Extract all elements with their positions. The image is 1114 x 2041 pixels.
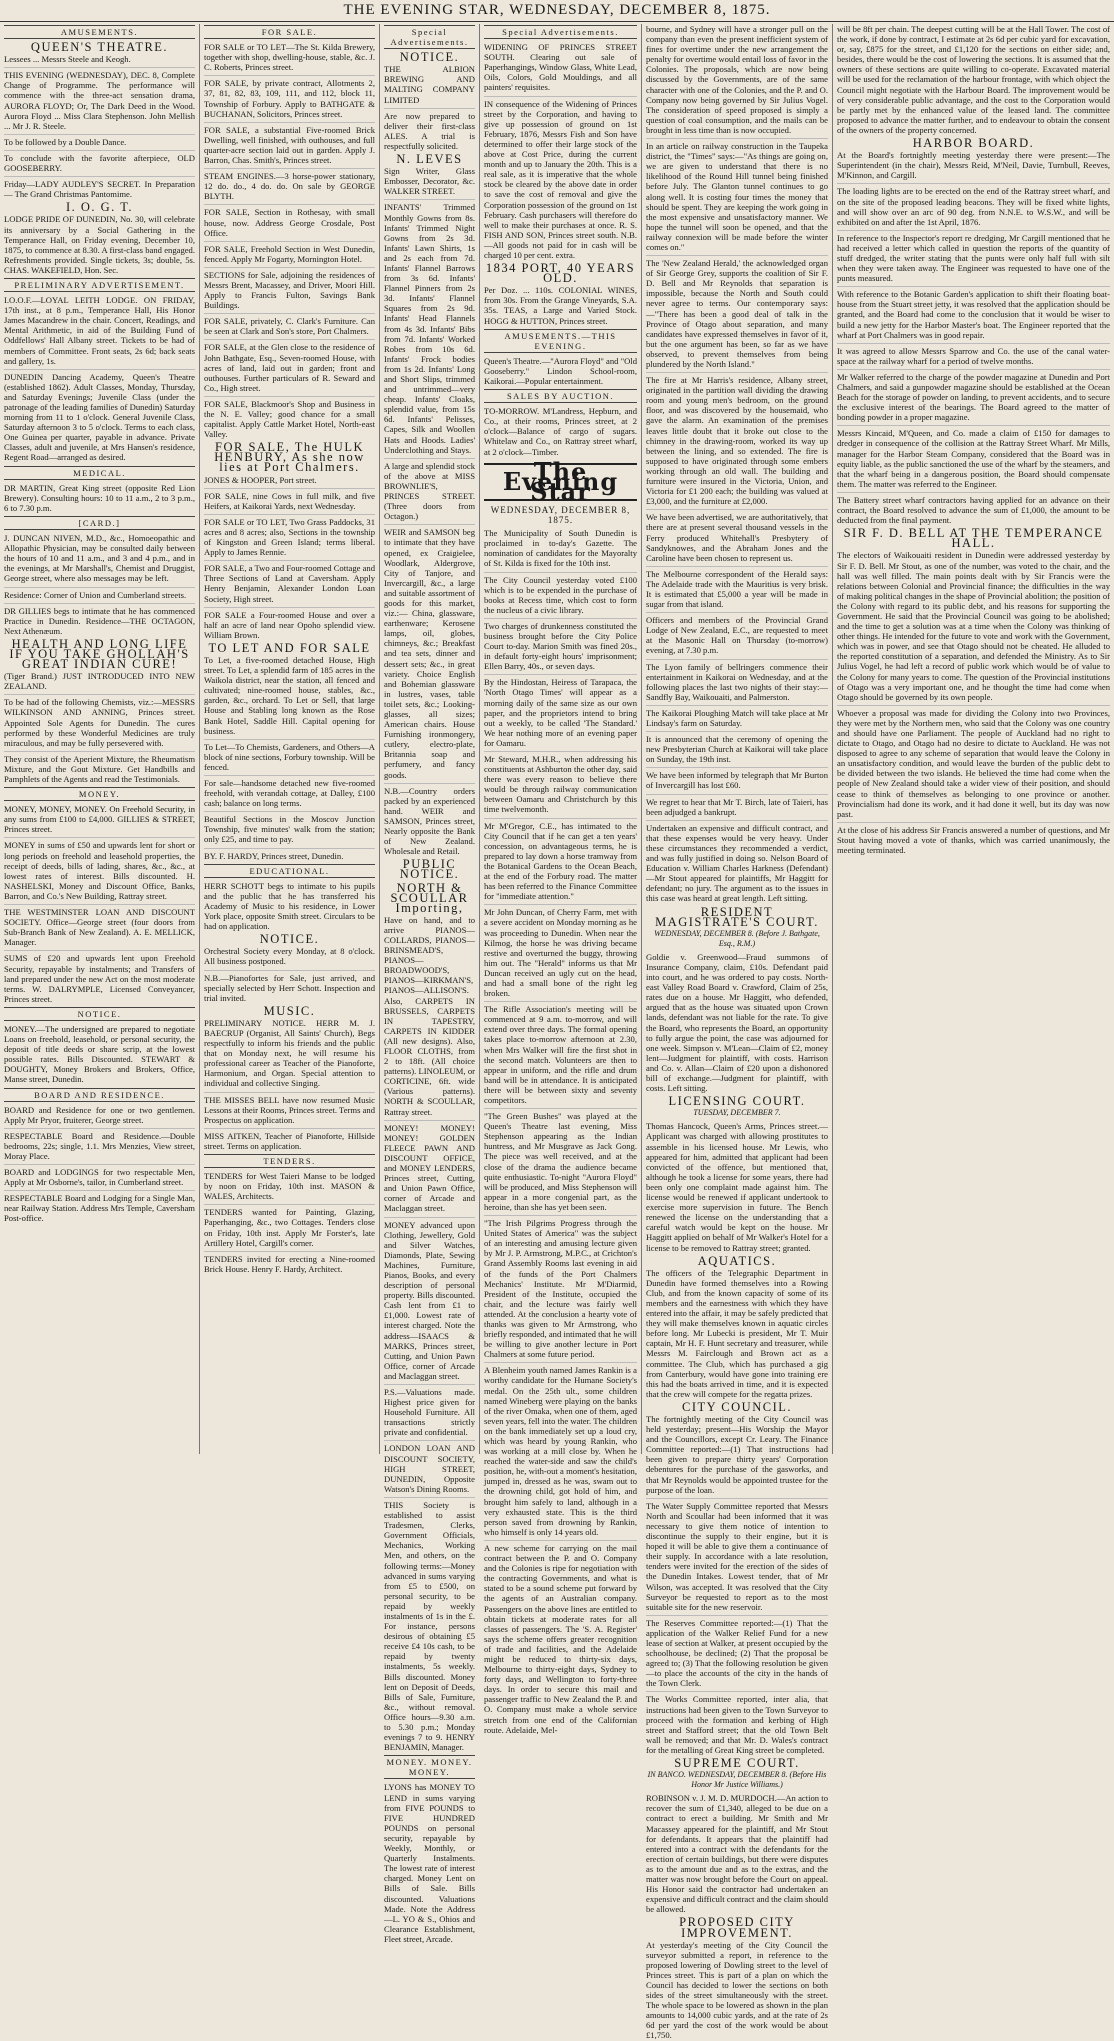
article-text: At the Board's fortnightly meeting yesterday there were present:—The Superintendent (in the chair), Messrs Reid, M'Neil, Davie, Turnbull, Reeves, M'Kinnon, and Cargill. bbox=[837, 150, 1110, 181]
article-text: FOR SALE, Blackmoor's Shop and Business in the N. E. Valley; good chance for a small capitalist. Apply Cattle Market Hotel, North-east Valley. bbox=[204, 396, 375, 439]
section-header: AMUSEMENTS.—THIS EVENING. bbox=[484, 329, 637, 353]
article-text: To conclude with the favorite afterpiece, OLD GOOSEBERRY. bbox=[4, 150, 195, 173]
article-text: MONEY! MONEY! MONEY! GOLDEN FLEECE PAWN AND DISCOUNT OFFICE, and MONEY LENDERS, Princes street, Cutting, and Union Pawn Office, corner of Arcade and Maclaggan street. bbox=[384, 1120, 475, 1214]
article-text: The Lyon family of bellringers commence their entertainment in Kaikorai on Wednesday, and at the following places the last two nights of their stay:—Sandfly Bay, Waikouaiti, and Palmerston. bbox=[646, 659, 828, 702]
item-heading: MUSIC. bbox=[263, 1003, 316, 1018]
article-text: With reference to the Botanic Garden's application to shift their floating boat-house from the Stuart street jetty, it was resolved that the application should be granted, and the Board had come to the conclusion that it would be wiser to build a new jetty for the Harbor Master's boat. The Engineer reported that the wharf at Port Chalmers was in good repair. bbox=[837, 286, 1110, 339]
article-text: Officers and members of the Provincial Grand Lodge of New Zealand, E.C., are requested to meet at the Masonic Hall on Thursday (to-morrow) evening, at 7.30 p.m. bbox=[646, 612, 828, 655]
article-text: FOR SALE, by private contract, Allotments 2, 37, 81, 82, 83, 109, 111, and 112, block 11, Township of Forbury. Apply to BATHGATE & BUCHANAN, Solicitors, Princes street. bbox=[204, 75, 375, 118]
article-text: The fortnightly meeting of the City Council was held yesterday; present—His Worship the Mayor and the Councillors, except Cr. Leary. The Finance Committee reported:—(1) That instructions had been given to prepare thirty years' Corporation debentures for the purchase of the gasworks, and that Mr Reynolds would be appointed trustee for the purpose of the loan. bbox=[646, 1414, 828, 1495]
article-text: MONEY in sums of £50 and upwards lent for short or long periods on freehold and leasehold properties, the receipt of deeds, bills of lading, shares, &c., &c., at lowest rates of interest. Bills discounted. H. NASHELSKI, Money and Discount Office, Banks, Barron, and Co.'s New Building, Rattray street. bbox=[4, 837, 195, 901]
article-text: SECTIONS for Sale, adjoining the residences of Messrs Brent, Macassey, and Driver, Moori Hill. Apply to Francis Fulton, Savings Bank Buildings. bbox=[204, 267, 375, 310]
section-header: AMUSEMENTS. bbox=[4, 25, 195, 39]
article-text: THIS EVENING (WEDNESDAY), DEC. 8, Complete Change of Programme. The performance will commence with the three-act sensation drama, AURORA FLOYD; Or, The Dark Deed in the Wood. Aurora Floyd ... Miss Clara Stephenson. John Mellish ... Mr J. R. Steele. bbox=[4, 67, 195, 131]
item-heading: NORTH & SCOULLAR Importing, bbox=[390, 880, 469, 915]
article-text: MONEY.—The undersigned are prepared to negotiate Loans on freehold, leasehold, or personal security, the deposit of title deeds or share scrip, at the lowest possible rates. Bills Discounted. STEWART & DOUGHTY, Money Brokers and Brokers, Office, Manse street, Dunedin. bbox=[4, 1023, 195, 1085]
article-text: TENDERS invited for erecting a Nine-roomed Brick House. Henry F. Hardy, Architect. bbox=[204, 1251, 375, 1274]
article-text: The 'New Zealand Herald,' the acknowledged organ of Sir George Grey, supports the coalition of Sir F. D. Bell and Mr Reynolds that separation is impossible, because the North and South could never agree to terms. Our contemporary says:—"There has been a good deal of talk in the Province of Otago about separation, and many candidates have expressed themselves in favor of it, but the one argument has been, so far as we have observed, to prevent themselves from being plundered by the North Island." bbox=[646, 255, 828, 369]
article-text: Per Doz. ... 110s. COLONIAL WINES, from 30s. From the Grange Vineyards, S.A. 35s. TEAS, a Large and Varied Stock. HOGG & HUTTON, Princes street. bbox=[484, 285, 637, 326]
article-text: Mr Steward, M.H.R., when addressing his constituents at Ashburton the other day, said there was every reason to believe there would be through railway communication between Oamaru and Christchurch by this time twelvemonth. bbox=[484, 751, 637, 815]
article-text: DR GILLIES begs to intimate that he has commenced Practice in Dunedin. Residence—THE OCTAGON, Next Athenæum. bbox=[4, 603, 195, 636]
article-text: It was agreed to allow Messrs Sparrow and Co. the use of the canal water-space at the railway wharf for a period of twelve months. bbox=[837, 343, 1110, 366]
article-text: RESPECTABLE Board and Residence.—Double bedrooms, 22s; single, 1.1. Mrs Menzies, View street, Moray Place. bbox=[4, 1128, 195, 1161]
article-text: TENDERS for West Taieri Manse to be lodged by noon on Friday, 10th inst. MASON & WALES, Architects. bbox=[204, 1171, 375, 1202]
article-text: They consist of the Aperient Mixture, the Rheumatism Mixture, and the Gout Mixture. Get Handbills and Pamphlets of the Agents and read the Testimonials. bbox=[4, 751, 195, 784]
article-text: A new scheme for carrying on the mail contract between the P. and O. Company and the Colonies is ripe for negotiation with the contracting Governments, and what is stated to be a sound scheme put forward by the agents of an Australian company. Passengers on the above lines are entitled to obtain tickets at moderate rates for all classes of passengers. The 'S. A. Register' says the scheme offers greater recognition of trade and facilities, and the Adelaide might be reduced to thirty-six days, Melbourne to thirty-eight days, Sydney to forty days, and Wellington to forty-three days. In order to secure this mail and passenger traffic to New Zealand the P. and O. Company must make a whole service stretch from one end of the Californian route. Adelaide, Mel- bbox=[484, 1540, 637, 1735]
article-text: MONEY advanced upon Clothing, Jewellery, Gold and Silver Watches, Diamonds, Plate, Sewing Machines, Furniture, Pianos, Books, and every description of personal property. Bills discounted. Cash lent from £1 to £1,000. Lowest rate of interest charged. Note the address—ISAACS & MARKS, Princes street, Cutting, and Union Pawn Office, corner of Arcade and Maclaggan street. bbox=[384, 1217, 475, 1382]
article-text: DUNEDIN Dancing Academy, Queen's Theatre (established 1862). Adult Classes, Monday, Thursday, and Saturday Evenings; Juvenile Class (under the patronage of the leading families of Dunedin) Saturday morning from 11 to 1 o'clock. General Juvenile Class, Saturday afternoon 3 to 5 o'clock. Terms to each class, One Guinea per quarter, payable in advance. Private Classes, adult and juvenile, at Mrs Hansen's residence, Regent Road—arranged as desired. bbox=[4, 369, 195, 463]
issue-date: WEDNESDAY, DECEMBER 8, 1875. bbox=[490, 504, 631, 526]
article-text: Residence: Corner of Union and Cumberland streets. bbox=[4, 587, 195, 600]
article-text: The Works Committee reported, inter alia, that instructions had been given to the Town Surveyor to proceed with the formation and kerbing of High street and Stafford street; that the old Town Belt wall be removed; and that Mr. D. Wales's contract for the metalling of Great King street be completed. bbox=[646, 1691, 828, 1755]
article-text: BOARD and Residence for one or two gentlemen. Apply Mr Pryor, fruiterer, George street. bbox=[4, 1104, 195, 1125]
article-text: Mr Walker referred to the charge of the powder magazine at Dunedin and Port Chalmers, and said a gunpowder magazine should be established at the Ocean Beach for the storage of powder on landing, to prevent accidents, and to secure the exclusive interest of the bearings. The Board agreed to the matter of bonding powder in a proper magazine. bbox=[837, 369, 1110, 422]
item-heading: RESIDENT MAGISTRATE'S COURT. bbox=[655, 904, 819, 929]
item-heading: SIR F. D. BELL AT THE TEMPERANCE HALL. bbox=[843, 526, 1104, 551]
item-heading: HEALTH AND LONG LIFE IF YOU TAKE GHOLLAH'S GREAT INDIAN CURE! bbox=[9, 636, 190, 672]
article-text: Lessees ... Messrs Steele and Keogh. bbox=[4, 54, 131, 65]
article-text: THE MISSES BELL have now resumed Music Lessons at their Rooms, Princes street. Terms and Prospectus on application. bbox=[204, 1092, 375, 1125]
article-text: N.B.—Pianofortes for Sale, just arrived, and specially selected by Herr Schott. Inspection and trial invited. bbox=[204, 970, 375, 1003]
item-heading: SUPREME COURT. bbox=[674, 1756, 800, 1770]
article-text: P.S.—Valuations made. Highest price given for Household Furniture. All transactions strictly private and confidential. bbox=[384, 1384, 475, 1437]
article-text: The Reserves Committee reported:—(1) That the application of the Walker Relief Fund for a new lease of section at Walker, at present occupied by the schoolhouse, be declined; (2) That the proposal be agreed to; (3) That the following resolution be given—to place the accounts of the city in the hands of the Town Clerk. bbox=[646, 1615, 828, 1689]
section-header: SALES BY AUCTION. bbox=[484, 389, 637, 403]
section-header: NOTICE. bbox=[4, 1007, 195, 1021]
column-6 bbox=[833, 24, 1114, 1454]
article-text: To Let, a five-roomed detached House, High street. To Let, a splendid farm of 185 acres in the Waikola district, near the station, all fenced and cultivated; nine-roomed house, stables, &c., garden, &c., orchard. To Let or Sell, that large House and Stabling long known as the Rose Bank Hotel, Saddle Hill. Capital opening for business. bbox=[204, 654, 375, 736]
item-heading: LICENSING COURT. bbox=[668, 1094, 806, 1109]
section-header: MONEY. MONEY. MONEY. bbox=[384, 1755, 475, 1779]
section-header: PRELIMINARY ADVERTISEMENT. bbox=[4, 278, 195, 292]
article-text: For sale—handsome detached new five-roomed freehold, with verandah cottage, at Dalley, £100 cash; balance on long terms. bbox=[204, 775, 375, 808]
article-text: The Municipality of South Dunedin is proclaimed in to-day's Gazette. The nomination of candidates for the Mayoralty of St. Kilda is fixed for the 10th inst. bbox=[484, 528, 637, 569]
item-heading: NOTICE. bbox=[259, 932, 320, 947]
article-text: The Kaikorai Ploughing Match will take place at Mr Lindsay's farm on Saturday. bbox=[646, 705, 828, 728]
article-text: Thomas Hancock, Queen's Arms, Princes street.—Applicant was charged with allowing prostitutes to assemble in his licensed house. Mr Lewis, who appeared for him, admitted that applicant had been convicted of the offence, but mentioned that, although he took a license for some years, there had been only one complaint made against him. The license would be renewed if applicant undertook to exercise more supervision in future. The Bench renewed the license on the understanding that a careful watch would be kept on the house. Mr Haggitt applied on behalf of Mr Walker's Hotel for a license to be removed to Rattray street; granted. bbox=[646, 1121, 828, 1253]
article-text: LYONS has MONEY TO LEND in sums varying from FIVE POUNDS to FIVE HUNDRED POUNDS on personal security, repayable by Weekly, Monthly, or Quarterly Instalments. The lowest rate of interest charged. Money Lent on Bills of Sale. Bills discounted. Valuations Made. Note the Address—L. YO & S., Ohios and Clearance Establishment, Fleet street, Arcade. bbox=[384, 1782, 475, 1944]
column-5 bbox=[642, 24, 833, 2041]
article-text: In reference to the Inspector's report re dredging, Mr Cargill mentioned that he had received a letter which called in question the reports of the quantity of stuff dredged, the writer stating that the punts were only half full with silt when they were taken away. The Engineer was requested to have one of the punts measured. bbox=[837, 230, 1110, 283]
article-text: THE WESTMINSTER LOAN AND DISCOUNT SOCIETY. Office—George street (four doors from Sub-Branch Bank of New Zealand). A. E. MELLICK, Manager. bbox=[4, 904, 195, 947]
item-subheading: IN BANCO. WEDNESDAY, DECEMBER 8. (Before His Honor Mr Justice Williams.) bbox=[647, 1770, 827, 1790]
section-header: FOR SALE. bbox=[204, 25, 375, 39]
article-text: MONEY, MONEY, MONEY. On Freehold Security, in any sums from £100 to £4,000. GILLIES & STREET, Princes street. bbox=[4, 804, 195, 835]
section-header: [CARD.] bbox=[4, 516, 195, 530]
column-4 bbox=[480, 24, 642, 1735]
article-text: Orchestral Society every Monday, at 8 o'clock. All business postponed. bbox=[204, 946, 375, 967]
article-text: ROBINSON v. J. M. D. MURDOCH.—An action to recover the sum of £1,340, alleged to be due on a contract to erect a building. Mr Smith and Mr Macassey appeared for the plaintiff, and Mr Stout for defendants. It appears that the plaintiff had entered into a contract with the defendants for the erection of certain buildings, but there were disputes as to the amount due and as to the extras, and the matter was now brought before the Court on appeal. His Honor said the contractor had undertaken an expensive and difficult contract and the claim should be allowed. bbox=[646, 1793, 828, 1915]
article-text: LONDON LOAN AND DISCOUNT SOCIETY, HIGH STREET, DUNEDIN, Opposite Watson's Dining Rooms. bbox=[384, 1440, 475, 1493]
article-text: "The Irish Pilgrims Progress through the United States of America" was the subject of an interesting and amusing lecture given by Mr J. P. Armstrong, M.P.C., at Crichton's Grand Assembly Rooms last evening in aid of the funds of the Port Chalmers Mechanics' Institute. Mr M'Diarmid, President of the Institute, occupied the chair, and the lecture was fairly well attended. At the conclusion a hearty vote of thanks was given to Mr Armstrong, who briefly responded, and intimated that he will be willing to give another lecture in Port Chalmers at some future period. bbox=[484, 1215, 637, 1359]
item-heading: 1834 PORT, 40 YEARS OLD. bbox=[485, 261, 636, 286]
masthead: THE EVENING STAR, WEDNESDAY, DECEMBER 8, 1875. bbox=[343, 2, 771, 18]
article-text: BOARD and LODGINGS for two respectable Men, Apply at Mr Osborne's, tailor, in Cumberland street. bbox=[4, 1164, 195, 1187]
item-heading: PUBLIC NOTICE. bbox=[399, 857, 460, 882]
item-heading: FOR SALE, The HULK HENBURY, As she now lies at Port Chalmers. bbox=[214, 440, 365, 475]
article-text: J. DUNCAN NIVEN, M.D., &c., Homoeopathic and Allopathic Physician, may be consulted daily between the hours of 10 and 11 a.m., and 3 and 4 p.m., and in the evenings, at Mr Marshall's, Chemist and Druggist, George street, where also messages may be left. bbox=[4, 533, 195, 584]
item-heading: HARBOR BOARD. bbox=[912, 136, 1035, 151]
article-text: N.B.—Country orders packed by an experienced hand. WEIR and SAMSON, Princes street, Nearly opposite the Bank of New Zealand. Wholesale and Retail. bbox=[384, 783, 475, 857]
item-heading: N. LEVES bbox=[396, 152, 463, 167]
article-text: THIS Society is established to assist Tradesmen, Clerks, Government Officials, Mechanics, Working Men, and others, on the following terms:—Money advanced in sums varying from £5 to £500, on personal security, to be repaid by weekly instalments of 1s in the £. For instance, persons desirous of obtaining £5 receive £4 10s cash, to be repaid by twenty instalments, 5s weekly. Bills discounted. Money lent on Deposit of Deeds, Bills of Sale, Furniture, &c., without removal. Office hours—9.30 a.m. to 5.30 p.m.; Monday evenings 7 to 9. HENRY BENJAMIN, Manager. bbox=[384, 1497, 475, 1752]
article-text: Undertaken an expensive and difficult contract, and that these expenses would be very heavy. Under these circumstances they recommended a verdict, and was fully justified in doing so. Nelson Board of Education v. William Charles Harkness (Defendant)—Mr Stout appeared for plaintiffs, Mr Haggitt for defendant; no jury. The argument as to the issues in this case was heard at great length. Left sitting. bbox=[646, 820, 828, 904]
article-text: WEIR and SAMSON beg to intimate that they have opened, ex Craigielee, Woodlark, Aldergrove, City of Tanjore, and Invercargill, &c., a large and suitable assortment of goods for this market, viz.:— China, glassware, earthenware; Kerosene lamps, oil, globes, chimneys, &c.; Breakfast and tea sets, dinner and dessert sets; &c., in great variety. Choice English and Bohemian glassware in lustres, vases, table toilet sets, &c.; Looking-glasses, all sizes; American chairs. House Furnishing ironmongery, cutlery, electro-plate, Britannia soap and perfumery, and fancy goods. bbox=[384, 524, 475, 779]
article-text: To Let—To Chemists, Gardeners, and Others—A block of nine sections, Forbury township. Will be fenced. bbox=[204, 739, 375, 772]
section-header: Special Advertisements. bbox=[484, 25, 637, 39]
article-text: It is announced that the ceremony of opening the new Presbyterian Church at Kaikorai will take place on Sunday, the 19th inst. bbox=[646, 731, 828, 764]
section-header: EDUCATIONAL. bbox=[204, 864, 375, 878]
article-text: FOR SALE a Four-roomed House and over a half an acre of land near Opoho splendid view. William Brown. bbox=[204, 607, 375, 640]
article-text: The fire at Mr Harris's residence, Albany street, originated in the partition wall dividing the drawing room and young men's bedroom, on the ground floor, and was discovered by the housemaid, who gave the alarm. An examination of the premises leaves little doubt that it broke out close to the chimney in the drawing-room, worked its way up between the lining, and so extended. The fire is supposed to have originated through some embers working through an old wall. The building and furniture were insured in the Victoria, Union, and Victoria for £1 200 each; the building was valued at £3,000, and the furniture at £2,000. bbox=[646, 372, 828, 506]
article-text: DR MARTIN, Great King street (opposite Red Lion Brewery). Consulting hours: 10 to 11 a.m., 2 to 3 p.m., 6 to 7.30 p.m. bbox=[4, 482, 195, 513]
article-text: The City Council yesterday voted £100 which is to be expended in the purchase of books at Recess time, which cost to form the nucleus of a civic library. bbox=[484, 572, 637, 615]
article-text: I.O.O.F.—LOYAL LEITH LODGE. ON FRIDAY, 17th inst., at 8 p.m., Temperance Hall, His Honor James Macandrew in the chair. Concert, Readings, and Mental Arithmetic, in aid of the Building Fund of Oddfellows' Hall Albany street. Tickets to be had of members of Committee. Front seats, 2s 6d; back seats and gallery, 1s. bbox=[4, 295, 195, 366]
article-text: Friday—LADY AUDLEY'S SECRET. In Preparation — The Grand Christmas Pantomime. bbox=[4, 176, 195, 199]
article-text: We have been advertised, we are authoritatively, that there are at present several thousand vessels in the Ferry produced Whitehall's Presbytery of Sandyknowes, and the Abraham Jones and the Caroline have been chosen to represent us. bbox=[646, 509, 828, 562]
article-text: Goldie v. Greenwood—Fraud summons of Insurance Company, claim, £10s. Defendant paid into court, and he was ordered to pay costs. North-east Valley Road Board v. Crawford, Claim of 25s, rates due on a house. Mr Haggitt, who defended, argued that as the house was situated upon Crown lands, defendant was not liable for the rate. To give the Board, who represents the Board, an opportunity to fully argue the point, the case was adjourned for one week. Simpson v. M'Lean—Claim of £2, money lent—Judgment for plaintiff, with costs. Harrison and Co. v. Allan—Claim of £20 upon a dishonored bill of exchange.—Judgment for plaintiff, with costs. Left sitting. bbox=[646, 951, 828, 1094]
article-text: FOR SALE, Freehold Section in West Dunedin, fenced. Apply Mr Fogarty, Mornington Hotel. bbox=[204, 241, 375, 264]
article-text: PRELIMINARY NOTICE. HERR M. J. BAECRUP (Organist, All Saints' Church), Begs respectfully to inform his friends and the public that on Monday next, he will resume his professional career as Teacher of the Pianoforte, Harmonium, and Organ. Special attention to individual and collective Singing. bbox=[204, 1017, 375, 1089]
section-header: TENDERS. bbox=[204, 1154, 375, 1168]
article-text: The Melbourne correspondent of the Herald says: The Adelaide trade with the Mauritius is very brisk. It is estimated that £5,000 a year will be made in sugar from that island. bbox=[646, 566, 828, 609]
item-heading: CITY COUNCIL. bbox=[681, 1399, 792, 1414]
masthead-rule bbox=[0, 21, 1114, 22]
section-header: MEDICAL. bbox=[4, 466, 195, 480]
article-text: TO-MORROW. M'Landress, Hepburn, and Co., at their rooms, Princes street, at 2 o'clock—Balance of cargo of sugars. Whitelaw and Co., on Rattray street wharf, at 2 o'clock—Timber. bbox=[484, 406, 637, 457]
article-text: Whoever a proposal was made for dividing the Colony into two Provinces, they were met by the Northern men, who said that the Colony was one country and should have one Parliament. The people of Auckland had no right to dictate to Otago, and Otago had no desire to dictate to Auckland. He was not disposed to agree to any scheme of separation that would leave the Colony in an unsatisfactory condition, and would leave the burden of the public debt to be divided between the two islands. He believed the time had come when the people of New Zealand should take a wider view of their position, and should cease to think of themselves as belonging to one province or another. Provincialism had done its work, and it had done it well, but its day was now past. bbox=[837, 705, 1110, 819]
article-text: Queen's Theatre.—"Aurora Floyd" and "Old Gooseberry." Lindon School-room, Kaikorai.—Popular entertainment. bbox=[484, 355, 637, 386]
item-heading: AQUATICS. bbox=[697, 1253, 777, 1268]
article-text: IN consequence of the Widening of Princes street by the Corporation, and having to give up possession of ground on 1st February, 1876, Messrs Fish and Son have determined to offer their large stock of the above at Cost Price, during the current month and up to January the 20th. This is a real sale, as it is imperative that the whole stock be cleared by the above date in order to save the cost of removal and give the Corporation possession of the ground on 1st February. Cash purchasers will therefore do well to make their purchases at once. R. S. FISH AND SON, Princes street south. N.B.—All goods not paid for in cash will be charged 10 per cent. extra. bbox=[484, 96, 637, 261]
article-text: A large and splendid stock of the above at MISS BROWNLIE'S, PRINCES STREET. (Three doors from Octagon.) bbox=[384, 458, 475, 522]
item-subheading: WEDNESDAY, DECEMBER 8. (Before J. Bathgate, Esq., R.M.) bbox=[654, 928, 820, 948]
article-text: Messrs Kincaid, M'Queen, and Co. made a claim of £150 for damages to dredger in consequence of the collision at the Rattray Street Wharf. Mr Mills, manager for the Harbor Steam Company, considered that the Board was in equity liable, as the public sanctioned the use of the wharf by the steamers, and that the wharf being in a dangerous position, the Board should compensate them. The matter was referred to the Engineer. bbox=[837, 425, 1110, 489]
article-text: We regret to hear that Mr T. Birch, late of Taieri, has been adjudged a bankrupt. bbox=[646, 794, 828, 817]
article-text: FOR SALE, at the Glen close to the residence of John Bathgate, Esq., Seven-roomed House, with acres of land, laid out in garden; front and outhouses. Further particulars of R. Seward and Co., High street. bbox=[204, 339, 375, 392]
article-text: BY. F. HARDY, Princes street, Dunedin. bbox=[204, 848, 375, 861]
article-text: In an article on railway construction in the Taupeka district, the "Times" says:—"As things are going on, we are given to understand that there is no likelihood of the Round Hill tunnel being finished before July. The Glanton tunnel continues to go along well. It is costing four times the money that should be spent. They are keeping the work going in the most expensive and unsatisfactory manner. We hope the tunnel will soon be opened, and that the railway connexion will be made before the winter comes on." bbox=[646, 138, 828, 252]
article-text: Mr John Duncan, of Cherry Farm, met with a severe accident on Monday morning as he was proceeding to Dunedin. When near the Kilmog, the horse he was driving became restive and overturned the buggy, throwing him out. The "Herald" informs us that Mr Duncan received an ugly cut on the head, and had a small bone of the right leg broken. bbox=[484, 904, 637, 998]
newspaper-title: The Evening Star bbox=[484, 463, 637, 501]
article-text: At yesterday's meeting of the City Council the surveyor submitted a report, in reference to the proposed lowering of Dowling street to the level of Princes street. This is part of a plan on which the Council has decided to lower the sections on both sides of the street simultaneously with the street. The whole space to be lowered as shown in the plan amounts to 14,000 cubic yards, and at the rate of 2s 6d per yard the cost of the work would be about £1,750. bbox=[646, 1939, 828, 2041]
article-text: Mr M'Gregor, C.E., has intimated to the City Council that if he can get a ten years' concession, on advantageous terms, he is prepared to lay down a horse tramway from the Botanical Gardens to the Ocean Beach, at the end of the Forbury road. The matter has been referred to the Finance Committee for "immediate attention." bbox=[484, 818, 637, 902]
article-text: TENDERS wanted for Painting, Glazing, Paperhanging, &c., two Cottages. Tenders close on Friday, 10th inst. Apply Mr Forster's, late Artillery Hotel, Cargill's corner. bbox=[204, 1204, 375, 1247]
article-text: At the close of his address Sir Francis answered a number of questions, and Mr Stout having moved a vote of thanks, which was carried unanimously, the meeting terminated. bbox=[837, 822, 1110, 855]
article-text: The electors of Waikouaiti resident in Dunedin were addressed yesterday by Sir F. D. Bell. Mr Stout, as one of the number, was voted to the chair, and the hall was well filled. The main points dealt with by Sir Francis were the relations between Colonial and Provincial finance; the difficulties in the way of making political changes in the shape of Provincial abolition; the position of the Colony with regard to its public debt, and his reasons for supporting the Government. He said that the Provincial Council was going to be abolished; and the time to get a solution was at a time when the Colony was thinking of other things. He intended for the future to vote and work with the Government, which was in power, and see that Otago should not be cheated. He alluded to the reported constitution of a separation, and defended the Ministry. As to Sir Julius Vogel, he had left a record of public work which would be of value to the Colony for many years to come. The question of the Provincial institutions of Otago was a very important one, and he thought the time had come when Otago should be governed by its own people. bbox=[837, 550, 1110, 702]
item-heading: TO LET AND FOR SALE bbox=[208, 640, 371, 655]
item-heading: PROPOSED CITY IMPROVEMENT. bbox=[679, 1915, 795, 1940]
column-1 bbox=[0, 24, 200, 1454]
article-text: bourne, and Sydney will have a stronger pull on the company than even the present inefficient system of fines for overtime under the new arrangement the penalty for overtime would entail loss of favor in the Colonies. The proposals, which are now being discussed by the Governments, are of the same character with one of the Colonies, and the P. and O. Company now being governed by Sir Julius Vogel. The consideration of speed proposed is simply a question of coal consumption, and the mails can be brought in less time than is now occupied. bbox=[646, 24, 828, 135]
article-text: JONES & HOOPER, Port street. bbox=[204, 474, 317, 485]
item-heading: I. O. G. T. bbox=[65, 200, 134, 215]
section-header: MONEY. bbox=[4, 787, 195, 801]
article-text: Beautiful Sections in the Moscov Junction Township, five minutes' walk from the station; only £25, and time to pay. bbox=[204, 811, 375, 844]
article-text: Are now prepared to deliver their first-class ALES. A trial is respectfully solicited. bbox=[384, 108, 475, 151]
section-header: BOARD AND RESIDENCE. bbox=[4, 1088, 195, 1102]
article-text: FOR SALE, Section in Rothesay, with small house, now. Address George Crosdale, Post Office. bbox=[204, 204, 375, 237]
article-text: To be had of the following Chemists, viz.:—MESSRS WILKINSON AND ANNING, Princes street. Appointed Sole Agents for Dunedin. The cures performed by these Wonderful Medicines are truly miraculous, and may be fully persevered with. bbox=[4, 694, 195, 747]
article-text: FOR SALE or TO LET, Two Grass Paddocks, 31 acres and 8 acres; also, Sections in the township of Kingston and Green Island; terms liberal. Apply to James Rennie. bbox=[204, 514, 375, 557]
article-text: WIDENING OF PRINCES STREET SOUTH. Clearing out sale of Paperhangings, Window Glass, White Lead, Oils, Colors, Gold Mouldings, and all painters' requisites. bbox=[484, 42, 637, 93]
item-subheading: TUESDAY, DECEMBER 7. bbox=[693, 1108, 781, 1118]
article-text: FOR SALE, a Two and Four-roomed Cottage and Three Sections of Land at Caversham. Apply Henry Benjamin, Alexander London Loan Society, High street. bbox=[204, 560, 375, 603]
article-text: Sign Writer, Glass Embosser, Decorator, &c. WALKER STREET. bbox=[384, 166, 475, 197]
article-text: MISS AITKEN, Teacher of Pianoforte, Hillside street. Terms on application. bbox=[204, 1128, 375, 1151]
article-text: Two charges of drunkenness constituted the business brought before the City Police Court to-day. Marion Smith was fined 20s., in default forty-eight hours' imprisonment; Ellen Barry, 40s., or seven days. bbox=[484, 618, 637, 671]
article-text: will be 8ft per chain. The deepest cutting will be at the Hall Tower. The cost of the work, if done by contract, I estimate at 2s 6d per cubic yard for excavation, or, say, £875 for the street, and £1,120 for the sections on either side; and, besides, there would be the cost of lowering the sections. It is assumed that the owners of these sections are quite willing to co-operate. Excavated material will be used for the reclamation of the harbour frontage, with which object the Council might negotiate with the Harbour Board. The improvement would be of very considerable public advantage, and the cost to the Corporation would be partly met by the enhanced value of the leased land. The committee proposed to advance the matter further, and to endeavour to obtain the consent of the owners of the property concerned. bbox=[837, 24, 1110, 135]
article-text: "The Green Bushes" was played at the Queen's Theatre last evening, Miss Stephenson appearing as the Indian huntress, and Mr Musgrave as Jack Gong. The piece was well received, and at the close of the drama the audience became quite enthusiastic. To-night "Aurora Floyd" will be produced, and Miss Stephenson will appear in a more congenial part, as the heroine, than she has yet been seen. bbox=[484, 1108, 637, 1212]
article-text: THE ALBION BREWING AND MALTING COMPANY LIMITED bbox=[384, 64, 475, 105]
article-text: HERR SCHOTT begs to intimate to his pupils and the public that he has transferred his Academy of Music to his residence, in Lower York place, opposite Smith street. Circulars to be had on application. bbox=[204, 880, 375, 932]
article-text: The Water Supply Committee reported that Messrs North and Scoullar had been informed that it was necessary to give them notice of intention to discontinue the supply to their engine, but it is hoped it will be able to give them a continuance of their supply. In accordance with a late resolution, tenders were invited for the erection of the sides of the Dunedin Intakes. Lowest tender, that of Mr Wilson, was accepted. It was resolved that the City Surveyor be requested to report as to the most suitable site for the new reservoir. bbox=[646, 1498, 828, 1612]
article-text: By the Hindostan, Heiress of Tarapaca, the 'North Otago Times' will appear as a morning daily of the same size as our own paper, and the proprietors intend to bring out a weekly, to be called 'The Standard.' We hear nothing more of an evening paper for Oamaru. bbox=[484, 674, 637, 748]
article-text: The Rifle Association's meeting will be commenced at 9 a.m. to-morrow, and will extend over three days. The formal opening takes place to-morrow afternoon at 2.30, when Mrs Walker will fire the first shot in the second match. Volunteers are then to appear in uniform, and the rifle and drum band will be in attendance. It is anticipated there will be between sixty and seventy competitors. bbox=[484, 1001, 637, 1105]
article-text: STEAM ENGINES.—3 horse-power stationary, 12 do. do., 4 do. do. On sale by GEORGE BLYTH. bbox=[204, 168, 375, 201]
item-heading: QUEEN'S THEATRE. bbox=[30, 40, 169, 55]
article-text: (Tiger Brand.) JUST INTRODUCED INTO NEW ZEALAND. bbox=[4, 671, 195, 692]
article-text: RESPECTABLE Board and Lodging for a Single Man, near Railway Station. Address Mrs Temple, Caversham Post-office. bbox=[4, 1190, 195, 1223]
article-text: FOR SALE or TO LET—The St. Kilda Brewery, together with shop, dwelling-house, stable, &c. J. C. Roberts, Princes street. bbox=[204, 42, 375, 73]
article-text: Have on hand, and to arrive PIANOS—COLLARDS, PIANOS—BRINSMEAD'S, PIANOS—BROADWOOD'S, PIANOS—KIRKMAN'S, PIANOS—ALLISON'S. Also, CARPETS IN BRUSSELS, CARPETS IN TAPESTRY, CARPETS IN KIDDER (All new designs). Also, FLOOR CLOTHS, from 2 to 18ft. (All choice patterns). LINOLEUM, or CORTICINE, 6ft. wide (Various patterns). NORTH & SCOULLAR, Rattray street. bbox=[384, 914, 475, 1117]
column-2 bbox=[200, 24, 380, 1454]
article-text: LODGE PRIDE OF DUNEDIN, No. 30, will celebrate its anniversary by a Social Gathering in the Temperance Hall, on Friday evening, December 10, 1875, to commence at 8.30. A first-class band engaged. Refreshments provided. Single tickets, 3s; double, 5s. CHAS. WAKEFIELD, Hon. Sec. bbox=[4, 214, 195, 275]
article-text: The loading lights are to be erected on the end of the Rattray street wharf, and on the site of the proposed leading beacons. They will be fixed white lights, and will show over an arc of 90 deg. from N.N.E. to W.S.W., and will be exhibited on and after the 1st April, 1876. bbox=[837, 183, 1110, 226]
article-text: FOR SALE, a substantial Five-roomed Brick Dwelling, well finished, with outhouses, and full quarter-acre section laid out in garden. Apply J. Barron, Chas. Smith's, Princes street. bbox=[204, 122, 375, 165]
column-3 bbox=[380, 24, 480, 1944]
article-text: The Battery street wharf contractors having applied for an advance on their contract, the Board resolved to advance the sum of £1,000, the amount to be deducted from the final payment. bbox=[837, 492, 1110, 525]
article-text: To be followed by a Double Dance. bbox=[4, 134, 195, 147]
section-header: Special Advertisements. bbox=[384, 25, 475, 49]
article-text: A Blenheim youth named James Rankin is a worthy candidate for the Humane Society's medal. On the 25th ult., some children named Wineberg were playing on the banks of the river Omaka, when one of them, aged seven years, fell into the water. The children on the bank immediately set up a loud cry, which was heard by young Rankin, who was working at a mill close by. When he reached the water-side and saw the child's position, he, with-out a moment's hesitation, jumped in, dressed as he was, swam out to the drowning child, got hold of him, and brought him safely to land, although in a very exhausted state. This is the third person saved from drowning by Rankin, who himself is only 14 years old. bbox=[484, 1362, 637, 1537]
article-text: FOR SALE, privately, C. Clark's Furniture. Can be seen at Clark and Son's store, Port Chalmers. bbox=[204, 313, 375, 336]
article-text: FOR SALE, nine Cows in full milk, and five Heifers, at Kaikorai Yards, next Wednesday. bbox=[204, 488, 375, 511]
article-text: INFANTS' Trimmed Monthly Gowns from 8s. Infants' Trimmed Night Gowns from 2s 3d. Infants' Lawn Shirts, 1s and 2s each from 7d. Infants' Flannel Barrows from 3s 6d. Infants' Flannel Pinners from 2s 3d. Infants' Flannel Squares from 2s 9d. Infants' Head Flannels from 4s 3d. Infants' Bibs from 7d. Infants' Worked Robes from 10s 6d. Infants' Frock bodies from 1s 2d. Infants' Long and Short Slips, trimmed and untrimmed—very cheap. Infants' Cloaks, splendid value, from 15s 6d. Infants' Pelisses, Capes, Silk and Woollen Hats and Hoods. Ladies' Underclothing and Stays. bbox=[384, 199, 475, 454]
item-heading: NOTICE. bbox=[399, 50, 460, 65]
article-text: SUMS of £20 and upwards lent upon Freehold Security, repayable by instalments; and Transfers of land prepared under the new Act on the most moderate terms. W. DALRYMPLE, Licensed Conveyancer, Princes street. bbox=[4, 950, 195, 1003]
article-text: We have been informed by telegraph that Mr Burton of Invercargill has lost £60. bbox=[646, 767, 828, 790]
article-text: The officers of the Telegraphic Department in Dunedin have formed themselves into a Rowing Club, and from the known capacity of some of its members and the earnestness with which they have entered into the affair, it may be safely predicted that they will make themselves known in aquatic circles before long. Mr Lubecki is president, Mr T. Muir captain, Mr H. F. Hunt secretary and treasurer, while Messrs M. Fairclough and Brown act as a committee. The Club, which has purchased a gig from Canterbury, would have gone into training ere this had the boats arrived in time, and it is expected that the crew will compete for the regatta prizes. bbox=[646, 1267, 828, 1399]
